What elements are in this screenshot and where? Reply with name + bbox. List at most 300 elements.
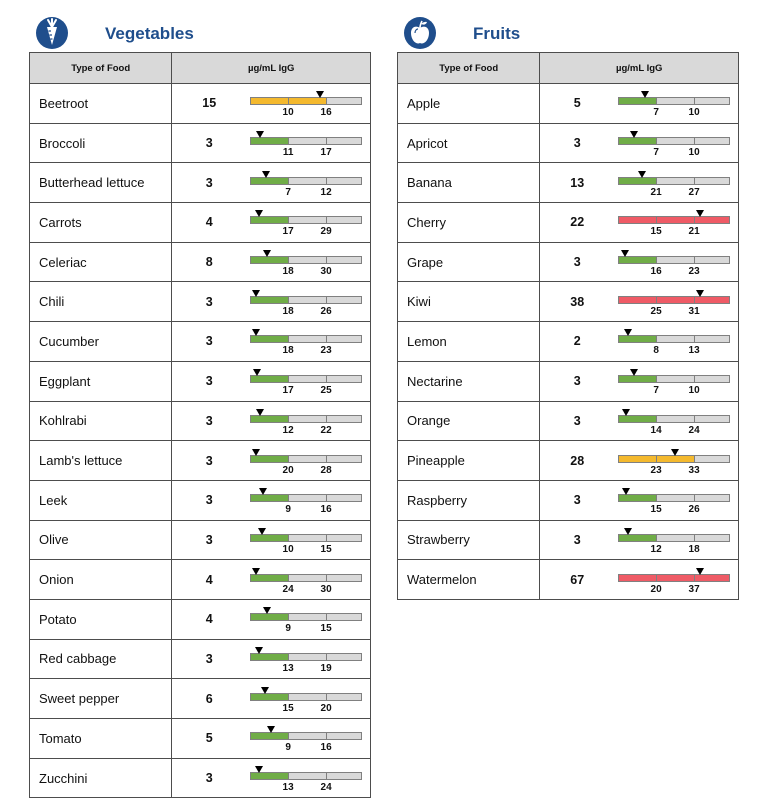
- gauge-divider: [288, 575, 289, 581]
- igg-gauge: [618, 446, 730, 476]
- table-row: [30, 401, 371, 441]
- gauge-track: [250, 216, 362, 224]
- gauge-divider: [694, 297, 695, 303]
- gauge-track: [618, 375, 730, 383]
- threshold-low-label: 7: [653, 107, 659, 119]
- threshold-high-label: 29: [320, 226, 332, 238]
- threshold-low-label: 13: [282, 782, 294, 794]
- gauge-divider: [694, 416, 695, 422]
- table-row: [398, 163, 739, 203]
- gauge-divider: [288, 138, 289, 144]
- igg-gauge: [250, 485, 362, 515]
- value-marker: [258, 528, 266, 535]
- gauge-divider: [326, 694, 327, 700]
- threshold-low-label: 15: [650, 504, 662, 516]
- value-marker: [252, 449, 260, 456]
- threshold-high-label: 26: [688, 504, 700, 516]
- fruits-header: [397, 14, 739, 52]
- gauge-divider: [288, 98, 289, 104]
- igg-value: 22: [540, 203, 614, 243]
- gauge-divider: [326, 654, 327, 660]
- gauge-fill: [619, 178, 657, 184]
- gauge-divider: [288, 376, 289, 382]
- gauge-divider: [326, 733, 327, 739]
- value-marker: [671, 449, 679, 456]
- gauge-divider: [326, 297, 327, 303]
- gauge-track: [250, 574, 362, 582]
- gauge-track: [618, 574, 730, 582]
- value-marker: [622, 409, 630, 416]
- table-row: [398, 203, 739, 243]
- threshold-low-label: 7: [285, 186, 291, 198]
- igg-value: 4: [172, 203, 246, 243]
- threshold-low-label: 9: [285, 623, 291, 635]
- igg-gauge-cell: [246, 401, 370, 441]
- gauge-divider: [288, 257, 289, 263]
- value-marker: [696, 210, 704, 217]
- igg-gauge-cell: [614, 242, 738, 282]
- table-row: [30, 322, 371, 362]
- igg-gauge: [250, 287, 362, 317]
- gauge-fill: [251, 654, 289, 660]
- igg-gauge: [250, 525, 362, 555]
- value-marker: [252, 568, 260, 575]
- gauge-track: [618, 137, 730, 145]
- igg-value: 28: [540, 441, 614, 481]
- gauge-fill: [251, 495, 289, 501]
- igg-value: 3: [172, 163, 246, 203]
- threshold-high-label: 21: [688, 226, 700, 238]
- table-row: [30, 242, 371, 282]
- igg-value: 3: [172, 123, 246, 163]
- column-header-food: Type of Food: [398, 53, 540, 84]
- gauge-divider: [694, 456, 695, 462]
- igg-gauge: [250, 366, 362, 396]
- igg-value: 5: [172, 719, 246, 759]
- gauge-fill: [251, 456, 289, 462]
- threshold-low-label: 13: [282, 662, 294, 674]
- threshold-low-label: 24: [282, 583, 294, 595]
- gauge-divider: [288, 336, 289, 342]
- gauge-divider: [694, 535, 695, 541]
- gauge-track: [250, 732, 362, 740]
- threshold-high-label: 13: [688, 345, 700, 357]
- threshold-low-label: 12: [282, 424, 294, 436]
- gauge-divider: [694, 495, 695, 501]
- threshold-low-label: 12: [650, 543, 662, 555]
- threshold-high-label: 30: [320, 266, 332, 278]
- igg-gauge-cell: [246, 163, 370, 203]
- igg-gauge: [250, 326, 362, 356]
- gauge-fill: [251, 376, 289, 382]
- igg-gauge-cell: [246, 282, 370, 322]
- gauge-track: [618, 177, 730, 185]
- gauge-track: [618, 455, 730, 463]
- threshold-high-label: 19: [320, 662, 332, 674]
- gauge-divider: [694, 217, 695, 223]
- igg-gauge-cell: [246, 84, 370, 124]
- gauge-divider: [288, 535, 289, 541]
- threshold-low-label: 11: [282, 147, 294, 159]
- food-name: Zucchini: [30, 758, 172, 798]
- gauge-divider: [656, 297, 657, 303]
- table-row: [30, 560, 371, 600]
- gauge-divider: [288, 456, 289, 462]
- gauge-track: [250, 177, 362, 185]
- table-row: [30, 639, 371, 679]
- gauge-fill: [619, 98, 657, 104]
- igg-gauge: [250, 247, 362, 277]
- igg-gauge: [250, 763, 362, 793]
- food-name: Leek: [30, 480, 172, 520]
- gauge-divider: [656, 575, 657, 581]
- igg-value: 5: [540, 84, 614, 124]
- igg-gauge-cell: [246, 639, 370, 679]
- gauge-fill: [619, 416, 657, 422]
- gauge-divider: [288, 217, 289, 223]
- igg-value: 8: [172, 242, 246, 282]
- gauge-divider: [288, 416, 289, 422]
- igg-value: 3: [540, 520, 614, 560]
- igg-gauge: [618, 366, 730, 396]
- gauge-track: [618, 97, 730, 105]
- threshold-high-label: 22: [320, 424, 332, 436]
- igg-value: 3: [172, 401, 246, 441]
- threshold-high-label: 25: [320, 385, 332, 397]
- value-marker: [262, 171, 270, 178]
- gauge-fill: [251, 336, 289, 342]
- table-row: [30, 441, 371, 481]
- gauge-fill: [251, 773, 289, 779]
- igg-gauge-cell: [246, 679, 370, 719]
- gauge-fill: [251, 575, 289, 581]
- gauge-divider: [326, 138, 327, 144]
- threshold-high-label: 15: [320, 543, 332, 555]
- food-name: Eggplant: [30, 361, 172, 401]
- carrot-icon: [35, 16, 69, 50]
- fruits-table: [397, 52, 739, 600]
- threshold-high-label: 10: [688, 147, 700, 159]
- gauge-divider: [694, 336, 695, 342]
- igg-gauge-cell: [246, 441, 370, 481]
- gauge-divider: [656, 336, 657, 342]
- table-row: [398, 560, 739, 600]
- food-name: Kiwi: [398, 282, 540, 322]
- gauge-track: [250, 494, 362, 502]
- value-marker: [263, 607, 271, 614]
- threshold-low-label: 14: [650, 424, 662, 436]
- gauge-divider: [326, 178, 327, 184]
- food-name: Watermelon: [398, 560, 540, 600]
- table-row: [30, 203, 371, 243]
- igg-gauge-cell: [246, 560, 370, 600]
- gauge-divider: [694, 178, 695, 184]
- gauge-track: [618, 256, 730, 264]
- food-name: Cherry: [398, 203, 540, 243]
- threshold-high-label: 28: [320, 464, 332, 476]
- table-row: [30, 123, 371, 163]
- threshold-low-label: 17: [282, 385, 294, 397]
- igg-value: 3: [540, 401, 614, 441]
- threshold-low-label: 21: [650, 186, 662, 198]
- gauge-track: [618, 534, 730, 542]
- gauge-fill: [619, 297, 729, 303]
- threshold-low-label: 23: [650, 464, 662, 476]
- threshold-low-label: 25: [650, 305, 662, 317]
- gauge-track: [250, 534, 362, 542]
- igg-gauge: [618, 247, 730, 277]
- gauge-divider: [326, 416, 327, 422]
- gauge-divider: [288, 773, 289, 779]
- igg-gauge-cell: [246, 361, 370, 401]
- food-name: Strawberry: [398, 520, 540, 560]
- gauge-track: [618, 335, 730, 343]
- food-name: Apple: [398, 84, 540, 124]
- gauge-divider: [326, 495, 327, 501]
- igg-gauge: [250, 207, 362, 237]
- table-row: [30, 599, 371, 639]
- igg-value: 15: [172, 84, 246, 124]
- food-name: Broccoli: [30, 123, 172, 163]
- gauge-divider: [288, 495, 289, 501]
- table-row: [30, 84, 371, 124]
- igg-gauge: [250, 723, 362, 753]
- fruits-section: [397, 14, 739, 600]
- igg-gauge-cell: [614, 163, 738, 203]
- igg-gauge: [250, 168, 362, 198]
- igg-value: 3: [172, 520, 246, 560]
- gauge-divider: [326, 217, 327, 223]
- threshold-low-label: 15: [650, 226, 662, 238]
- threshold-high-label: 26: [320, 305, 332, 317]
- food-name: Nectarine: [398, 361, 540, 401]
- gauge-fill: [251, 416, 289, 422]
- gauge-divider: [326, 773, 327, 779]
- gauge-divider: [656, 376, 657, 382]
- gauge-divider: [656, 495, 657, 501]
- gauge-fill: [619, 376, 657, 382]
- table-row: [30, 679, 371, 719]
- food-name: Carrots: [30, 203, 172, 243]
- threshold-high-label: 16: [320, 742, 332, 754]
- table-row: [398, 242, 739, 282]
- gauge-divider: [326, 535, 327, 541]
- igg-value: 3: [172, 441, 246, 481]
- igg-gauge: [618, 406, 730, 436]
- column-header-unit: µg/mL IgG: [172, 53, 371, 84]
- gauge-divider: [694, 257, 695, 263]
- gauge-divider: [326, 257, 327, 263]
- igg-gauge: [618, 287, 730, 317]
- threshold-high-label: 24: [320, 782, 332, 794]
- igg-gauge: [250, 644, 362, 674]
- gauge-divider: [656, 98, 657, 104]
- igg-gauge-cell: [614, 282, 738, 322]
- threshold-low-label: 20: [282, 464, 294, 476]
- gauge-divider: [694, 98, 695, 104]
- value-marker: [255, 647, 263, 654]
- food-name: Onion: [30, 560, 172, 600]
- table-row: [398, 361, 739, 401]
- table-row: [30, 480, 371, 520]
- threshold-high-label: 20: [320, 702, 332, 714]
- value-marker: [255, 210, 263, 217]
- threshold-low-label: 18: [282, 345, 294, 357]
- gauge-divider: [656, 138, 657, 144]
- food-name: Banana: [398, 163, 540, 203]
- food-name: Red cabbage: [30, 639, 172, 679]
- threshold-high-label: 24: [688, 424, 700, 436]
- gauge-fill: [619, 138, 657, 144]
- igg-value: 3: [540, 361, 614, 401]
- igg-gauge: [250, 684, 362, 714]
- igg-gauge: [618, 207, 730, 237]
- threshold-high-label: 33: [688, 464, 700, 476]
- food-name: Chili: [30, 282, 172, 322]
- igg-value: 38: [540, 282, 614, 322]
- value-marker: [256, 131, 264, 138]
- food-name: Grape: [398, 242, 540, 282]
- igg-gauge-cell: [246, 123, 370, 163]
- table-row: [398, 84, 739, 124]
- gauge-divider: [326, 336, 327, 342]
- igg-gauge: [618, 168, 730, 198]
- table-row: [398, 123, 739, 163]
- threshold-low-label: 8: [653, 345, 659, 357]
- value-marker: [255, 766, 263, 773]
- igg-value: 3: [172, 322, 246, 362]
- threshold-high-label: 18: [688, 543, 700, 555]
- igg-gauge-cell: [246, 242, 370, 282]
- igg-gauge-cell: [246, 758, 370, 798]
- igg-gauge-cell: [614, 361, 738, 401]
- gauge-fill: [619, 495, 657, 501]
- food-name: Cucumber: [30, 322, 172, 362]
- food-name: Beetroot: [30, 84, 172, 124]
- threshold-high-label: 23: [688, 266, 700, 278]
- igg-gauge-cell: [614, 322, 738, 362]
- igg-gauge: [618, 565, 730, 595]
- gauge-track: [250, 653, 362, 661]
- threshold-low-label: 7: [653, 147, 659, 159]
- gauge-fill: [251, 535, 289, 541]
- threshold-low-label: 9: [285, 742, 291, 754]
- gauge-divider: [656, 178, 657, 184]
- table-row: [398, 480, 739, 520]
- igg-gauge-cell: [614, 203, 738, 243]
- threshold-low-label: 10: [282, 543, 294, 555]
- gauge-fill: [619, 456, 695, 462]
- table-row: [30, 758, 371, 798]
- gauge-fill: [251, 694, 289, 700]
- gauge-track: [618, 216, 730, 224]
- value-marker: [630, 369, 638, 376]
- threshold-high-label: 10: [688, 107, 700, 119]
- value-marker: [253, 369, 261, 376]
- food-name: Celeriac: [30, 242, 172, 282]
- threshold-low-label: 9: [285, 504, 291, 516]
- threshold-high-label: 10: [688, 385, 700, 397]
- gauge-track: [618, 296, 730, 304]
- igg-gauge-cell: [246, 203, 370, 243]
- gauge-divider: [288, 733, 289, 739]
- gauge-divider: [656, 217, 657, 223]
- value-marker: [252, 290, 260, 297]
- value-marker: [316, 91, 324, 98]
- threshold-high-label: 27: [688, 186, 700, 198]
- gauge-divider: [656, 535, 657, 541]
- igg-gauge-cell: [614, 401, 738, 441]
- igg-gauge: [618, 88, 730, 118]
- threshold-low-label: 18: [282, 305, 294, 317]
- food-name: Kohlrabi: [30, 401, 172, 441]
- threshold-high-label: 31: [688, 305, 700, 317]
- table-row: [30, 163, 371, 203]
- value-marker: [267, 726, 275, 733]
- igg-gauge-cell: [246, 322, 370, 362]
- gauge-fill: [251, 217, 289, 223]
- value-marker: [696, 290, 704, 297]
- gauge-divider: [326, 376, 327, 382]
- gauge-divider: [656, 456, 657, 462]
- gauge-track: [250, 137, 362, 145]
- vegetables-title: Vegetables: [105, 24, 194, 43]
- threshold-high-label: 37: [688, 583, 700, 595]
- threshold-high-label: 30: [320, 583, 332, 595]
- igg-gauge: [250, 446, 362, 476]
- gauge-track: [250, 375, 362, 383]
- igg-gauge-cell: [246, 599, 370, 639]
- gauge-track: [250, 97, 362, 105]
- food-name: Butterhead lettuce: [30, 163, 172, 203]
- igg-value: 3: [172, 361, 246, 401]
- igg-gauge: [250, 604, 362, 634]
- gauge-track: [250, 335, 362, 343]
- table-row: [398, 322, 739, 362]
- threshold-high-label: 16: [320, 107, 332, 119]
- igg-gauge-cell: [246, 480, 370, 520]
- food-name: Sweet pepper: [30, 679, 172, 719]
- gauge-track: [250, 256, 362, 264]
- igg-gauge: [250, 565, 362, 595]
- gauge-divider: [694, 575, 695, 581]
- value-marker: [263, 250, 271, 257]
- food-name: Olive: [30, 520, 172, 560]
- food-name: Raspberry: [398, 480, 540, 520]
- igg-gauge: [618, 485, 730, 515]
- vegetables-table: [29, 52, 371, 798]
- threshold-low-label: 17: [282, 226, 294, 238]
- igg-gauge: [618, 525, 730, 555]
- threshold-low-label: 7: [653, 385, 659, 397]
- food-name: Orange: [398, 401, 540, 441]
- igg-gauge-cell: [614, 123, 738, 163]
- igg-gauge: [250, 406, 362, 436]
- gauge-divider: [288, 297, 289, 303]
- table-row: [398, 401, 739, 441]
- igg-value: 4: [172, 599, 246, 639]
- value-marker: [624, 329, 632, 336]
- value-marker: [638, 171, 646, 178]
- food-name: Tomato: [30, 719, 172, 759]
- gauge-divider: [326, 98, 327, 104]
- gauge-fill: [251, 98, 327, 104]
- value-marker: [624, 528, 632, 535]
- threshold-high-label: 16: [320, 504, 332, 516]
- gauge-track: [250, 455, 362, 463]
- threshold-low-label: 10: [282, 107, 294, 119]
- table-row: [30, 719, 371, 759]
